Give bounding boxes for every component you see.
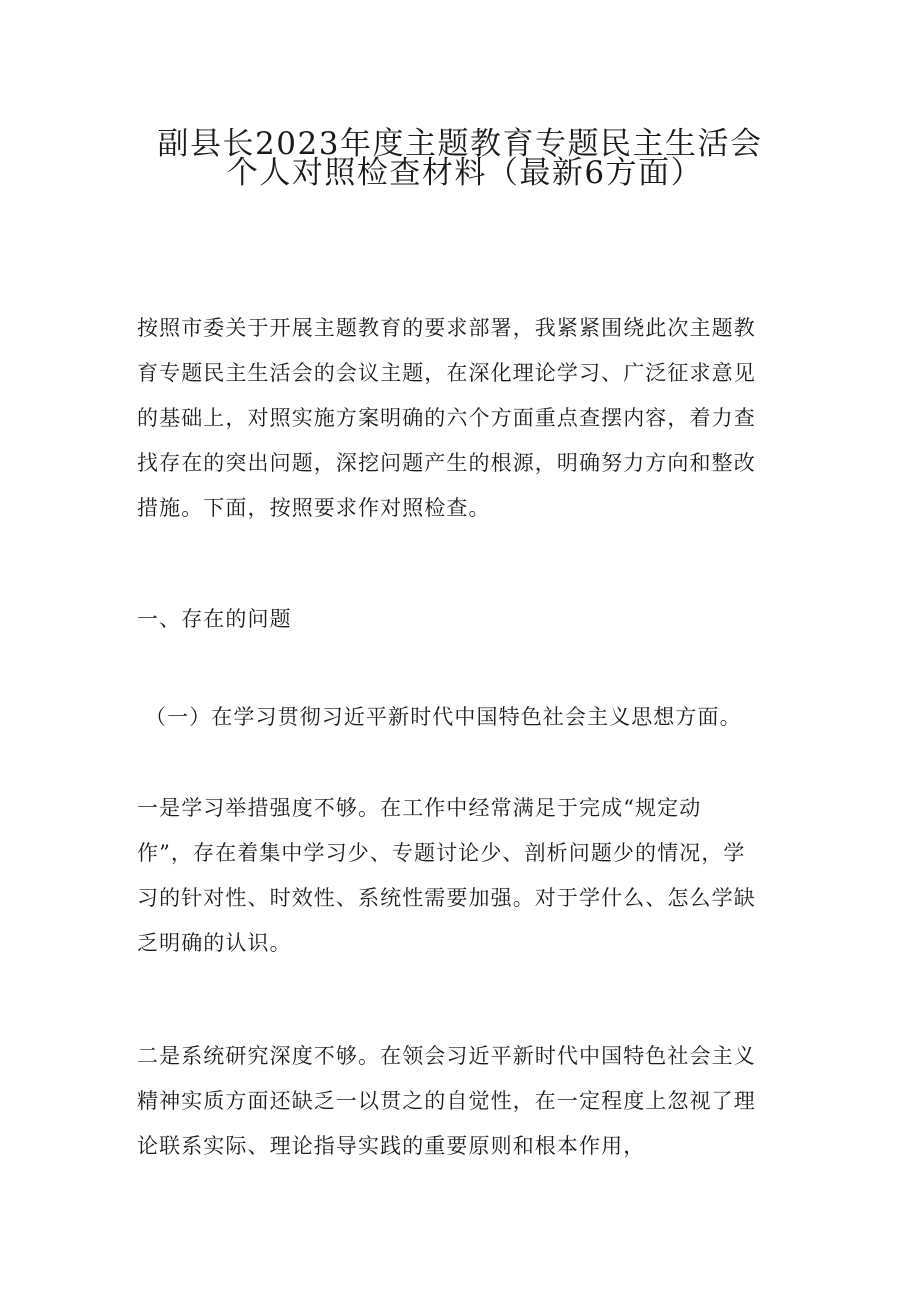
subsection-heading: （一）在学习贯彻习近平新时代中国特色社会主义思想方面。 [145, 705, 742, 729]
intro-paragraph [137, 306, 787, 531]
point-one-line: 一是学习举措强度不够。在工作中经常满足于完成“规定动 [137, 796, 702, 820]
point-two-line: 二是系统研究深度不够。在领会习近平新时代中国特色社会主义 [137, 1044, 756, 1068]
document-title-line-2: 个人对照检查材料（最新6方面） [226, 155, 704, 191]
intro-line: 找存在的突出问题，深挖问题产生的根源，明确努力方向和整改 [137, 451, 756, 475]
point-one-paragraph [137, 786, 787, 966]
point-two-line: 论联系实际、理论指导实践的重要原则和根本作用， [137, 1134, 646, 1158]
intro-line: 按照市委关于开展主题教育的要求部署，我紧紧围绕此次主题教 [137, 316, 756, 340]
point-one-line: 乏明确的认识。 [137, 931, 292, 955]
intro-line: 措施。下面，按照要求作对照检查。 [137, 496, 491, 520]
section-heading: 一、存在的问题 [137, 607, 292, 631]
point-two-paragraph [137, 1034, 787, 1169]
point-one-line: 习的针对性、时效性、系统性需要加强。对于学什么、怎么学缺 [137, 886, 756, 910]
intro-line: 育专题民主生活会的会议主题，在深化理论学习、广泛征求意见 [137, 361, 756, 385]
intro-line: 的基础上，对照实施方案明确的六个方面重点查摆内容，着力查 [137, 406, 756, 430]
point-two-line: 精神实质方面还缺乏一以贯之的自觉性，在一定程度上忽视了理 [137, 1089, 756, 1113]
document-title-line-1: 副县长2023年度主题教育专题民主生活会 [157, 126, 763, 162]
point-one-line: 作”，存在着集中学习少、专题讨论少、剖析问题少的情况，学 [137, 841, 746, 865]
